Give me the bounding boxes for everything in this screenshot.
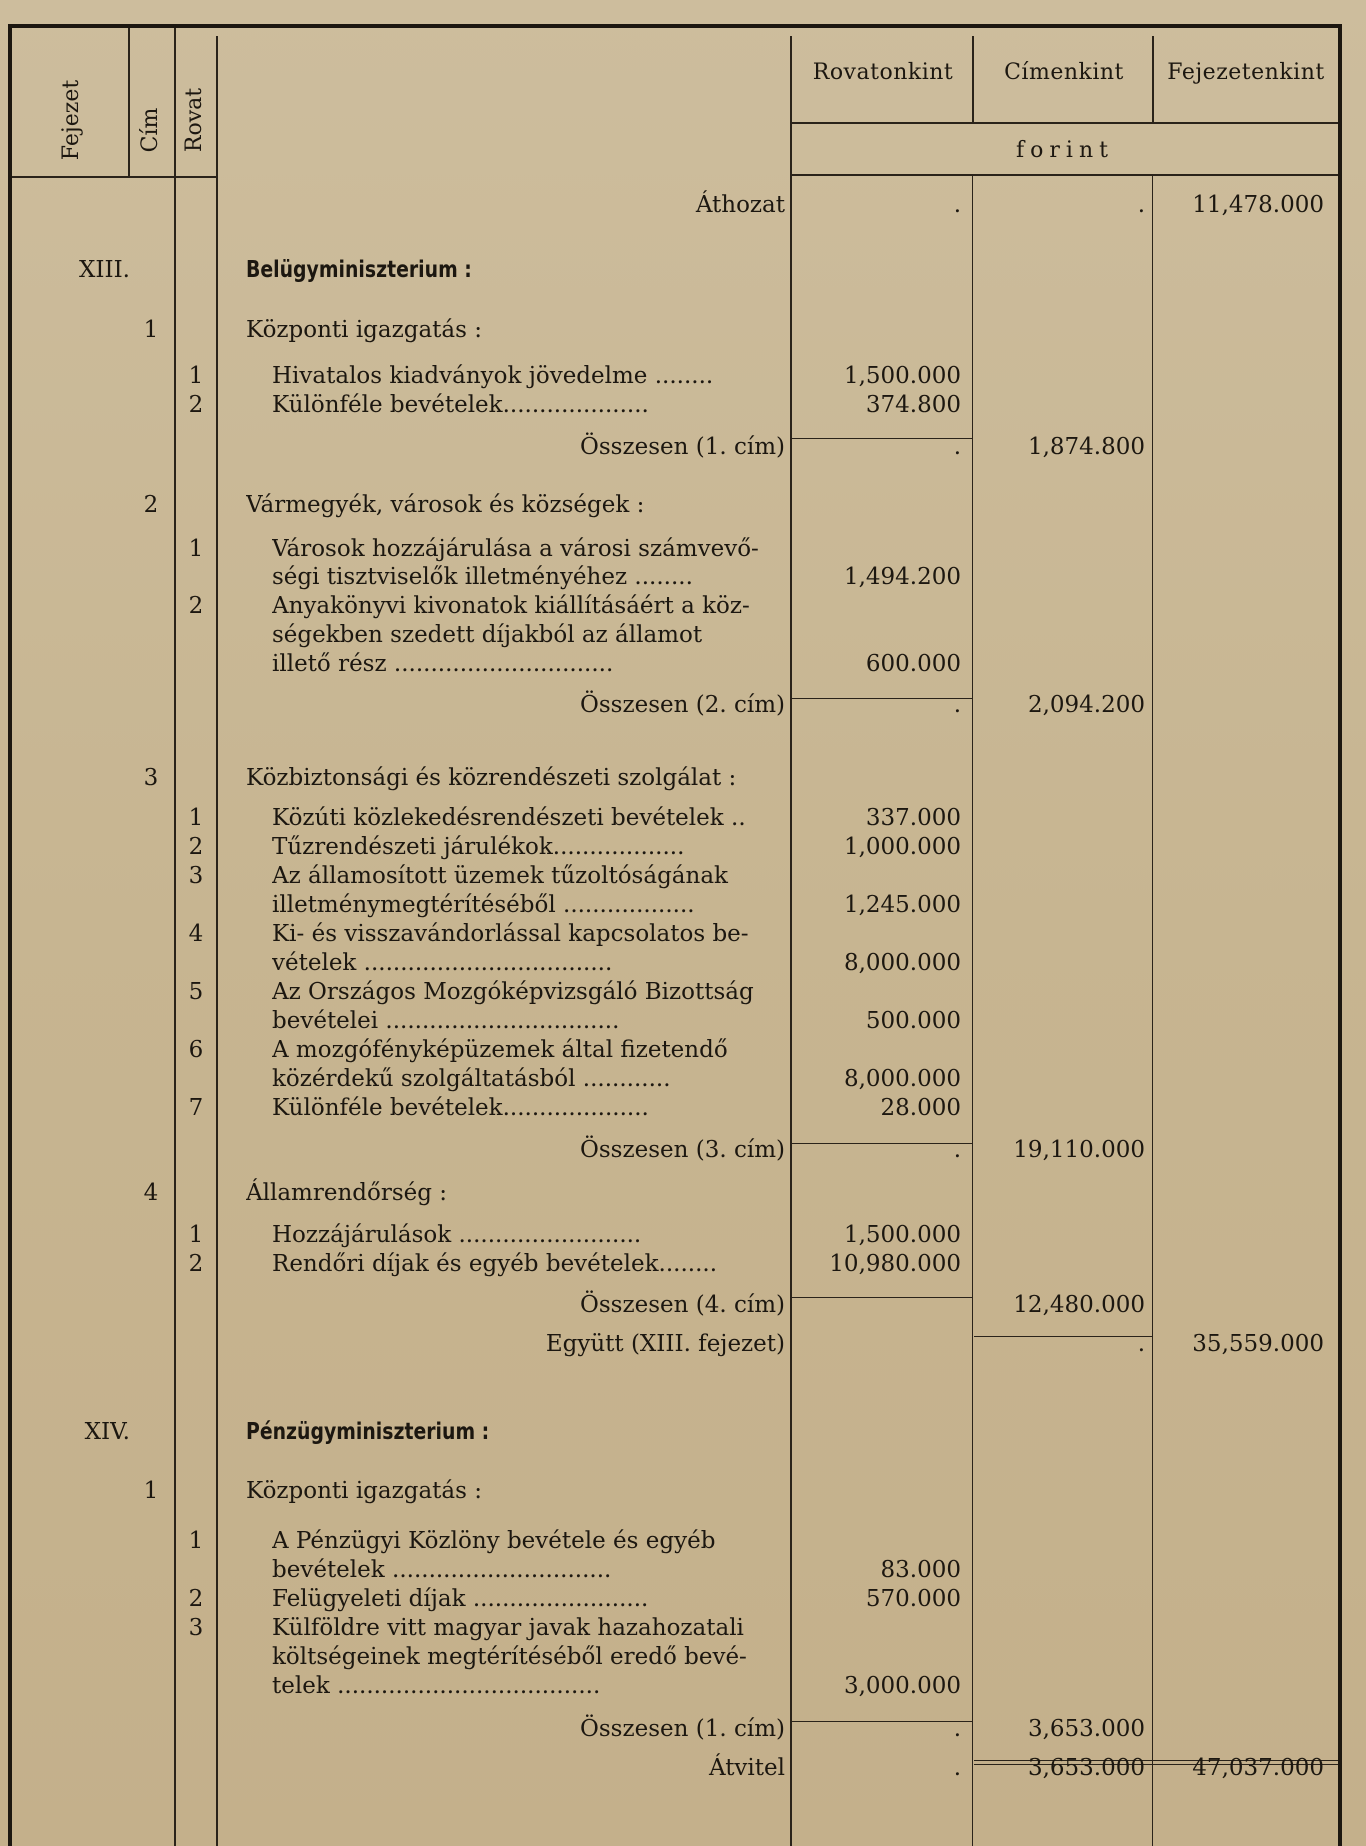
title-row bbox=[0, 315, 1366, 345]
item-description: költségeinek megtérítéséből eredő bevé- bbox=[272, 1644, 747, 1670]
value-rovatonkint: 1,245.000 bbox=[843, 892, 961, 918]
rovat-number: 2 bbox=[188, 834, 204, 860]
item-row bbox=[0, 1555, 1366, 1585]
value-rovatonkint: 3,000.000 bbox=[843, 1673, 961, 1699]
item-row bbox=[0, 1006, 1366, 1036]
sum-row bbox=[0, 690, 1366, 720]
value-cimenkint: . bbox=[1137, 192, 1145, 218]
item-description: Az államosított üzemek tűzoltóságának bbox=[272, 863, 728, 889]
item-row bbox=[0, 591, 1366, 621]
item-description: illetménymegtérítéséből .................. bbox=[272, 892, 695, 918]
value-rovatonkint: . bbox=[953, 1755, 961, 1781]
value-cimenkint: . bbox=[1137, 1331, 1145, 1357]
item-row bbox=[0, 1613, 1366, 1643]
item-row bbox=[0, 1035, 1366, 1065]
item-description: Felügyeleti díjak ........................ bbox=[272, 1586, 649, 1612]
header-rovatonkint: Rovatonkint bbox=[812, 60, 954, 85]
item-row bbox=[0, 1584, 1366, 1614]
sum-row bbox=[0, 1135, 1366, 1165]
title-row bbox=[0, 1476, 1366, 1506]
chapter-row bbox=[0, 1417, 1366, 1447]
item-row bbox=[0, 390, 1366, 420]
value-rovatonkint: . bbox=[953, 434, 961, 460]
value-rovatonkint: 8,000.000 bbox=[843, 1066, 961, 1092]
title-row bbox=[0, 490, 1366, 520]
sum-label: Összesen (2. cím) bbox=[580, 692, 785, 718]
sum-row bbox=[0, 1329, 1366, 1359]
item-description: közérdekű szolgáltatásból ............ bbox=[272, 1066, 671, 1092]
value-cimenkint: 2,094.200 bbox=[1027, 692, 1145, 718]
rovat-number: 4 bbox=[188, 921, 204, 947]
rule-v1-v2-top bbox=[972, 36, 974, 124]
section-title: Közbiztonsági és közrendészeti szolgálat : bbox=[246, 765, 737, 791]
value-rovatonkint: 8,000.000 bbox=[843, 950, 961, 976]
sum-label: Összesen (3. cím) bbox=[580, 1137, 785, 1163]
item-row bbox=[0, 890, 1366, 920]
sum-row bbox=[0, 1290, 1366, 1320]
item-row bbox=[0, 1093, 1366, 1123]
item-description: bevételei ................................ bbox=[272, 1008, 620, 1034]
sum-label: Áthozat bbox=[695, 192, 785, 218]
value-fejezetenkint: 11,478.000 bbox=[1192, 192, 1324, 218]
value-cimenkint: 3,653.000 bbox=[1027, 1716, 1145, 1742]
rule-fejezet-cim bbox=[128, 28, 130, 178]
item-description: Anyakönyvi kivonatok kiállításáért a köz- bbox=[272, 593, 750, 619]
value-rovatonkint: . bbox=[953, 692, 961, 718]
value-rovatonkint: 28.000 bbox=[880, 1095, 961, 1121]
rovat-number: 5 bbox=[188, 979, 204, 1005]
item-row bbox=[0, 1642, 1366, 1672]
item-description: Hozzájárulások ......................... bbox=[272, 1222, 642, 1248]
rovat-number: 2 bbox=[188, 1251, 204, 1277]
sum-row bbox=[0, 432, 1366, 462]
item-description: Közúti közlekedésrendészeti bevételek .. bbox=[272, 805, 746, 831]
value-cimenkint: 12,480.000 bbox=[1013, 1292, 1145, 1318]
item-row bbox=[0, 649, 1366, 679]
header-cim: Cím bbox=[138, 107, 163, 153]
value-rovatonkint: 374.800 bbox=[865, 392, 961, 418]
item-row bbox=[0, 977, 1366, 1007]
item-description: Különféle bevételek.................... bbox=[272, 1095, 649, 1121]
header-bottom-rule-right bbox=[790, 174, 1338, 176]
chapter-title: Pénzügyminiszterium : bbox=[246, 1419, 490, 1445]
title-row bbox=[0, 1178, 1366, 1208]
item-description: A mozgófényképüzemek által fizetendő bbox=[272, 1037, 728, 1063]
item-row bbox=[0, 361, 1366, 391]
item-description: Külföldre vitt magyar javak hazahozatali bbox=[272, 1615, 744, 1641]
item-description: bevételek .............................. bbox=[272, 1557, 612, 1583]
value-fejezetenkint: 35,559.000 bbox=[1192, 1331, 1324, 1357]
item-row bbox=[0, 562, 1366, 592]
item-description: Az Országos Mozgóképvizsgáló Bizottság bbox=[272, 979, 754, 1005]
header-fejezet: Fejezet bbox=[59, 79, 84, 161]
sum-label: Összesen (4. cím) bbox=[580, 1292, 785, 1318]
item-description: ségekben szedett díjakból az államot bbox=[272, 622, 703, 648]
rovat-number: 1 bbox=[188, 1528, 204, 1554]
item-row bbox=[0, 919, 1366, 949]
value-rovatonkint: 10,980.000 bbox=[829, 1251, 961, 1277]
header-unit: forint bbox=[1016, 138, 1114, 163]
value-cimenkint: 3,653.000 bbox=[1027, 1755, 1145, 1781]
rovat-number: 2 bbox=[188, 593, 204, 619]
cim-number: 1 bbox=[143, 317, 159, 343]
chapter-row bbox=[0, 255, 1366, 285]
sum-row bbox=[0, 190, 1366, 220]
rovat-number: 2 bbox=[188, 1586, 204, 1612]
item-description: Különféle bevételek.................... bbox=[272, 392, 649, 418]
header-rovat: Rovat bbox=[182, 87, 207, 153]
rovat-number: 6 bbox=[188, 1037, 204, 1063]
value-cimenkint: 19,110.000 bbox=[1013, 1137, 1145, 1163]
rovat-number: 1 bbox=[188, 1222, 204, 1248]
rovat-number: 1 bbox=[188, 536, 204, 562]
rovat-number: 1 bbox=[188, 363, 204, 389]
value-fejezetenkint: 47,037.000 bbox=[1192, 1755, 1324, 1781]
item-row bbox=[0, 1220, 1366, 1250]
item-description: ségi tisztviselők illetményéhez ........ bbox=[272, 564, 693, 590]
item-row bbox=[0, 832, 1366, 862]
item-row bbox=[0, 1671, 1366, 1701]
item-description: illető rész .............................. bbox=[272, 651, 614, 677]
header-mid-rule bbox=[790, 122, 1338, 124]
header-cimenkint: Címenkint bbox=[1004, 60, 1124, 85]
value-rovatonkint: 337.000 bbox=[865, 805, 961, 831]
header-fejezetenkint: Fejezetenkint bbox=[1167, 60, 1325, 85]
section-title: Központi igazgatás : bbox=[246, 317, 482, 343]
item-row bbox=[0, 534, 1366, 564]
section-title: Központi igazgatás : bbox=[246, 1478, 482, 1504]
item-row bbox=[0, 1064, 1366, 1094]
item-description: Rendőri díjak és egyéb bevételek........ bbox=[272, 1251, 718, 1277]
value-rovatonkint: 570.000 bbox=[865, 1586, 961, 1612]
item-row bbox=[0, 948, 1366, 978]
value-rovatonkint: 1,500.000 bbox=[843, 363, 961, 389]
cim-number: 3 bbox=[143, 765, 159, 791]
item-description: A Pénzügyi Közlöny bevétele és egyéb bbox=[272, 1528, 716, 1554]
value-rovatonkint: 1,494.200 bbox=[843, 564, 961, 590]
rovat-number: 3 bbox=[188, 1615, 204, 1641]
cim-number: 2 bbox=[143, 492, 159, 518]
sum-label: Együtt (XIII. fejezet) bbox=[545, 1331, 785, 1357]
value-rovatonkint: 1,500.000 bbox=[843, 1222, 961, 1248]
item-description: vételek .................................. bbox=[272, 950, 613, 976]
rovat-number: 1 bbox=[188, 805, 204, 831]
item-description: Városok hozzájárulása a városi számvevő- bbox=[272, 536, 759, 562]
value-cimenkint: 1,874.800 bbox=[1027, 434, 1145, 460]
title-row bbox=[0, 763, 1366, 793]
value-rovatonkint: . bbox=[953, 1137, 961, 1163]
header-bottom-rule-left bbox=[12, 176, 216, 178]
item-description: Tűzrendészeti járulékok.................. bbox=[272, 834, 685, 860]
section-title: Államrendőrség : bbox=[246, 1180, 448, 1206]
item-row bbox=[0, 1526, 1366, 1556]
sum-label: Összesen (1. cím) bbox=[580, 434, 785, 460]
item-description: Hivatalos kiadványok jövedelme ........ bbox=[272, 363, 714, 389]
value-rovatonkint: 600.000 bbox=[865, 651, 961, 677]
value-rovatonkint: 83.000 bbox=[880, 1557, 961, 1583]
item-description: Ki- és visszavándorlással kapcsolatos be- bbox=[272, 921, 749, 947]
item-row bbox=[0, 803, 1366, 833]
cim-number: 1 bbox=[143, 1478, 159, 1504]
sum-label: Átvitel bbox=[708, 1755, 785, 1781]
item-row bbox=[0, 1249, 1366, 1279]
rovat-number: 7 bbox=[188, 1095, 204, 1121]
item-row bbox=[0, 861, 1366, 891]
value-rovatonkint: 1,000.000 bbox=[843, 834, 961, 860]
fejezet-number: XIV. bbox=[84, 1419, 130, 1445]
rovat-number: 3 bbox=[188, 863, 204, 889]
item-description: telek .................................... bbox=[272, 1673, 601, 1699]
frame-top-rule bbox=[8, 24, 1342, 28]
cim-number: 4 bbox=[143, 1180, 159, 1206]
rovat-number: 2 bbox=[188, 392, 204, 418]
sum-row bbox=[0, 1714, 1366, 1744]
chapter-title: Belügyminiszterium : bbox=[246, 257, 472, 283]
fejezet-number: XIII. bbox=[79, 257, 130, 283]
value-rovatonkint: . bbox=[953, 192, 961, 218]
section-title: Vármegyék, városok és községek : bbox=[246, 492, 645, 518]
item-row bbox=[0, 620, 1366, 650]
sum-label: Összesen (1. cím) bbox=[580, 1716, 785, 1742]
value-rovatonkint: 500.000 bbox=[865, 1008, 961, 1034]
sum-row bbox=[0, 1753, 1366, 1783]
value-rovatonkint: . bbox=[953, 1716, 961, 1742]
